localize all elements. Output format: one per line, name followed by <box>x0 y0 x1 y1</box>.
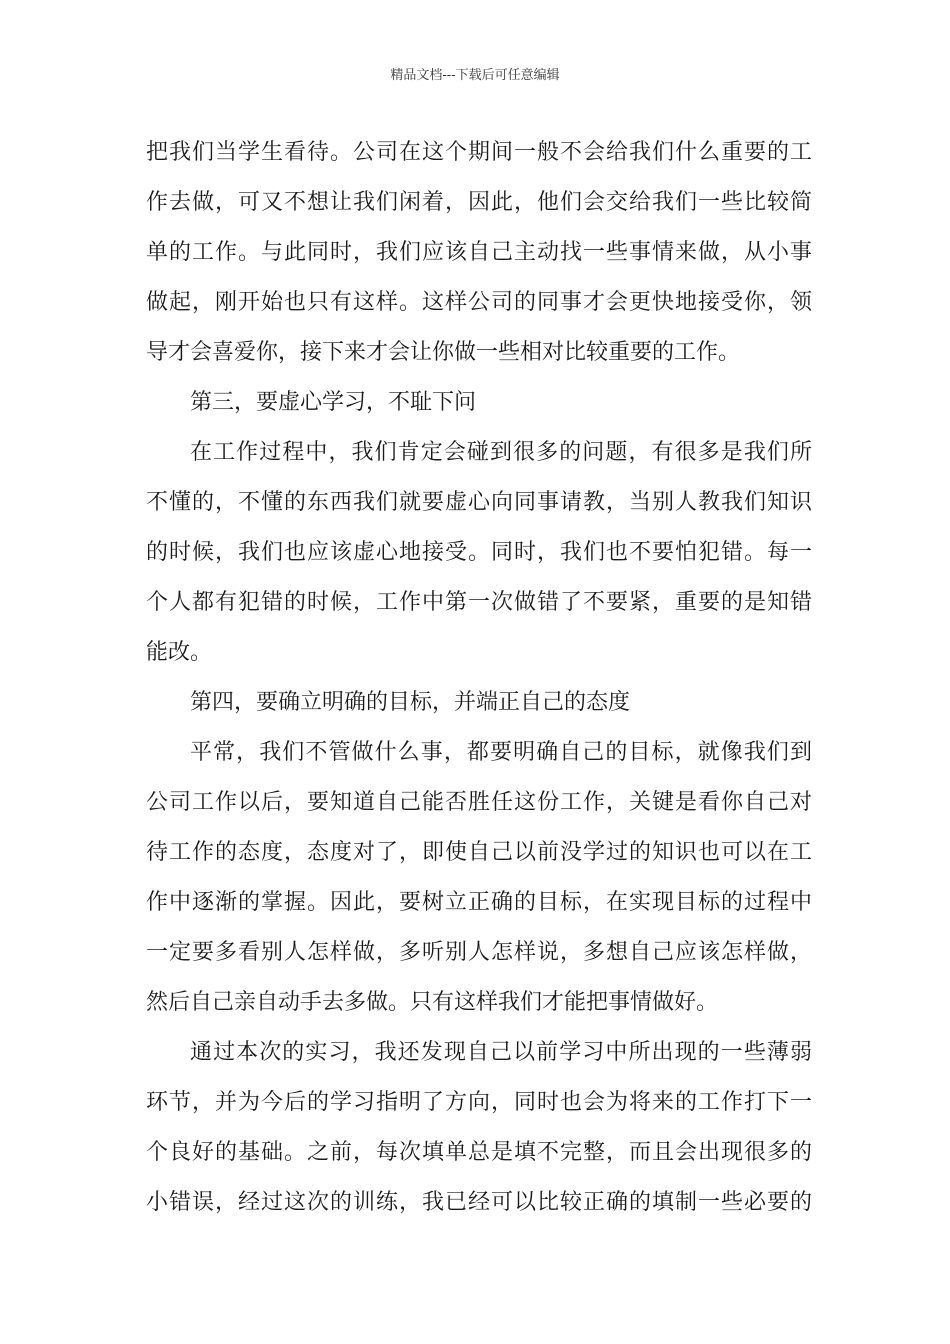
text-line: 作中逐渐的掌握。因此，要树立正确的目标，在实现目标的过程中 <box>146 890 812 915</box>
text-line: 在工作过程中，我们肯定会碰到很多的问题，有很多是我们所 <box>190 440 812 465</box>
document-body <box>146 128 812 1228</box>
text-line: 把我们当学生看待。公司在这个期间一般不会给我们什么重要的工 <box>146 140 812 165</box>
text-line: 个人都有犯错的时候，工作中第一次做错了不要紧，重要的是知错 <box>146 590 812 615</box>
text-line: 然后自己亲自动手去多做。只有这样我们才能把事情做好。 <box>146 990 719 1015</box>
text-line: 小错误，经过这次的训练，我已经可以比较正确的填制一些必要的 <box>146 1190 812 1215</box>
text-line: 通过本次的实习，我还发现自己以前学习中所出现的一些薄弱 <box>190 1040 812 1065</box>
text-line: 导才会喜爱你，接下来才会让你做一些相对比较重要的工作。 <box>146 340 741 365</box>
text-line: 一定要多看别人怎样做，多听别人怎样说，多想自己应该怎样做， <box>146 940 812 965</box>
text-line: 做起，刚开始也只有这样。这样公司的同事才会更快地接受你，领 <box>146 290 812 315</box>
text-line: 个良好的基础。之前，每次填单总是填不完整，而且会出现很多的 <box>146 1140 812 1165</box>
text-line: 第四，要确立明确的目标，并端正自己的态度 <box>190 690 631 715</box>
text-line: 作去做，可又不想让我们闲着，因此，他们会交给我们一些比较简 <box>146 190 812 215</box>
text-line: 不懂的，不懂的东西我们就要虚心向同事请教，当别人教我们知识 <box>146 490 812 515</box>
text-line: 能改。 <box>146 640 213 665</box>
text-line: 单的工作。与此同时，我们应该自己主动找一些事情来做，从小事 <box>146 240 812 265</box>
text-line: 的时候，我们也应该虚心地接受。同时，我们也不要怕犯错。每一 <box>146 540 812 565</box>
text-line: 公司工作以后，要知道自己能否胜任这份工作，关键是看你自己对 <box>146 790 812 815</box>
text-line: 环节，并为今后的学习指明了方向，同时也会为将来的工作打下一 <box>146 1090 812 1115</box>
text-line: 待工作的态度，态度对了，即使自己以前没学过的知识也可以在工 <box>146 840 812 865</box>
page-header: 精品文档---下载后可任意编辑 <box>390 68 560 83</box>
text-line: 第三，要虚心学习，不耻下问 <box>190 390 477 415</box>
text-line: 平常，我们不管做什么事，都要明确自己的目标，就像我们到 <box>190 740 812 765</box>
